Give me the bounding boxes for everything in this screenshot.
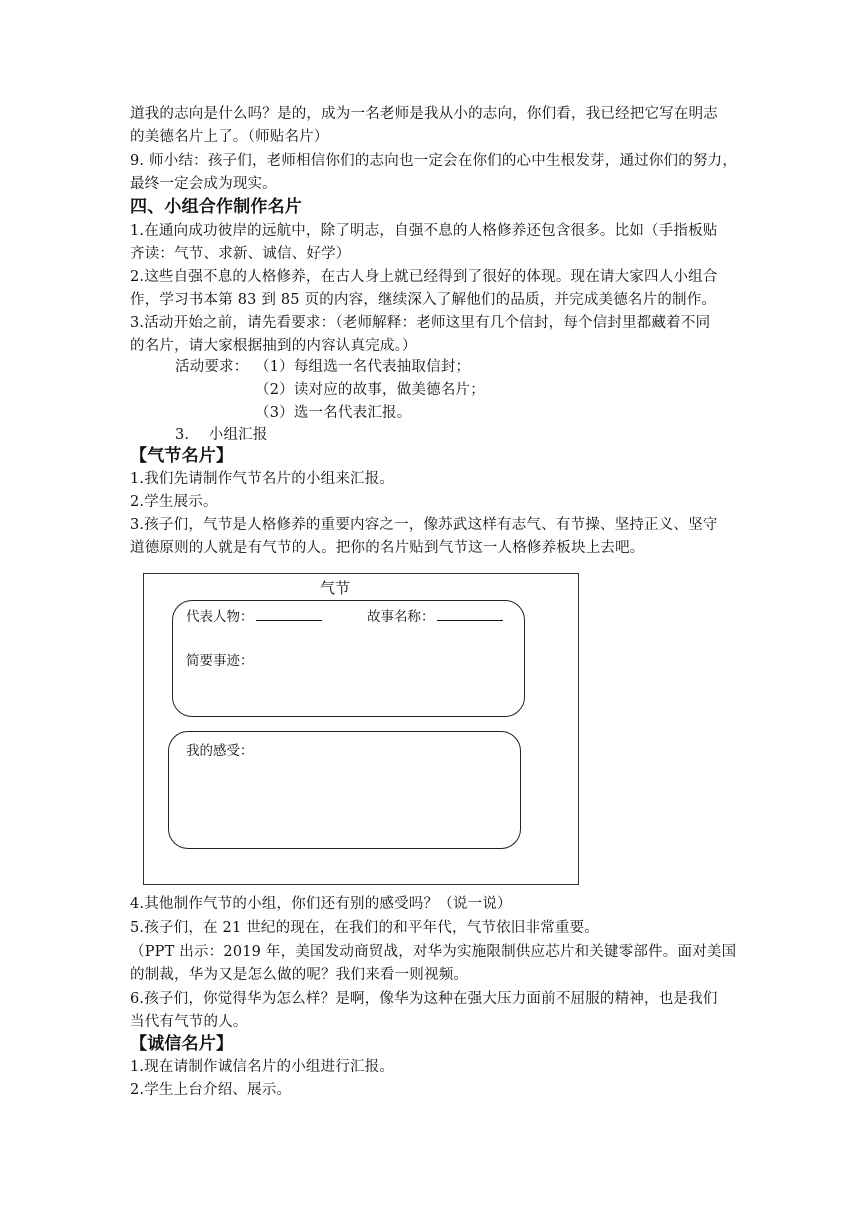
paragraph-line: 的美德名片上了。（师贴名片） (130, 129, 329, 145)
person-blank (256, 606, 322, 621)
requirement-item: （3）选一名代表汇报。 (255, 405, 412, 421)
paragraph-line: 9. 师小结：孩子们，老师相信你们的志向也一定会在你们的心中生根发芽，通过你们的努力， (130, 153, 738, 169)
card-title: 气节 (320, 579, 351, 597)
paragraph-line: （PPT 出示：2019 年，美国发动商贸战，对华为实施限制供应芯片和关键零部件。面对美国 (130, 944, 737, 960)
story-name-blank (437, 606, 503, 621)
paragraph-line: 6.孩子们，你觉得华为怎么样？是啊，像华为这种在强大压力面前不屈服的精神，也是我们 (130, 991, 718, 1007)
paragraph-line: 2.这些自强不息的人格修养，在古人身上就已经得到了很好的体现。现在请大家四人小组合 (130, 269, 718, 285)
paragraph-line: 2.学生上台介绍、展示。 (130, 1082, 292, 1098)
requirement-item: （2）读对应的故事，做美德名片； (255, 382, 485, 398)
paragraph-line: 3.孩子们，气节是人格修养的重要内容之一，像苏武这样有志气、有节操、坚持正义、坚守 (130, 517, 718, 533)
paragraph-line: 作，学习书本第 83 到 85 页的内容，继续深入了解他们的品质，并完成美德名片的制作。 (130, 292, 717, 308)
paragraph-line: 3. 小组汇报 (175, 427, 268, 443)
paragraph-line: 道我的志向是什么吗？是的，成为一名老师是我从小的志向，你们看，我已经把它写在明志 (130, 106, 718, 122)
paragraph-line: 4.其他制作气节的小组，你们还有别的感受吗？（说一说） (130, 896, 512, 912)
feeling-label: 我的感受： (186, 743, 254, 759)
paragraph-line: 的制裁，华为又是怎么做的呢？我们来看一则视频。 (130, 967, 469, 983)
story-name-field (367, 606, 503, 627)
paragraph-line: 1.现在请制作诚信名片的小组进行汇报。 (130, 1059, 395, 1075)
story-name-label: 故事名称： (367, 609, 435, 625)
paragraph-line: 道德原则的人就是有气节的人。把你的名片贴到气节这一人格修养板块上去吧。 (130, 540, 645, 556)
requirement-item: （1）每组选一名代表抽取信封； (255, 359, 471, 375)
paragraph-line: 当代有气节的人。 (130, 1014, 248, 1030)
paragraph-line: 3.活动开始之前，请先看要求：（老师解释：老师这里有几个信封，每个信封里都藏着不同 (130, 315, 711, 331)
paragraph-line: 2.学生展示。 (130, 494, 218, 510)
section-heading: 【诚信名片】 (130, 1034, 234, 1054)
deeds-label: 简要事迹： (186, 653, 254, 669)
section-heading: 【气节名片】 (130, 446, 234, 466)
paragraph-line: 最终一定会成为现实。 (130, 176, 277, 192)
section-heading: 四、小组合作制作名片 (130, 197, 302, 217)
requirements-label: 活动要求： (175, 359, 249, 375)
paragraph-line: 的名片，请大家根据抽到的内容认真完成。） (130, 338, 417, 354)
paragraph-line: 5.孩子们，在 21 世纪的现在，在我们的和平年代，气节依旧非常重要。 (130, 920, 600, 936)
paragraph-line: 1.我们先请制作气节名片的小组来汇报。 (130, 471, 395, 487)
person-label: 代表人物： (186, 609, 254, 625)
paragraph-line: 齐读：气节、求新、诚信、好学） (130, 246, 351, 262)
paragraph-line: 1.在通向成功彼岸的远航中，除了明志，自强不息的人格修养还包含很多。比如（手指板贴 (130, 223, 718, 239)
person-field (186, 606, 322, 627)
